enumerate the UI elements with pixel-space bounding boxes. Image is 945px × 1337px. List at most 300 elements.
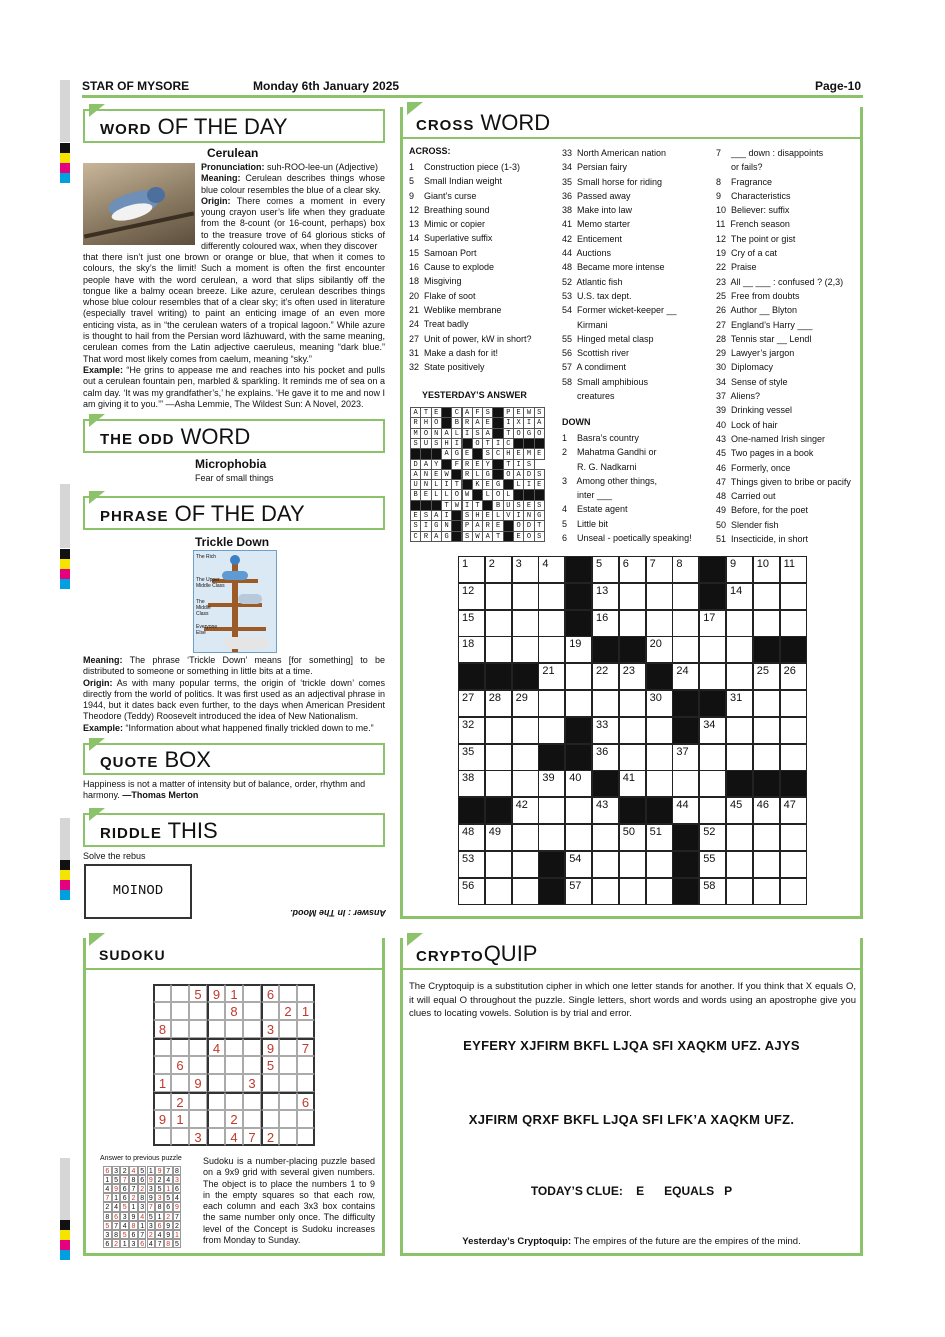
- clue-line: 12 The point or gist: [716, 233, 796, 244]
- crossword-cell[interactable]: [538, 717, 565, 744]
- crossword-cell[interactable]: [565, 770, 592, 797]
- crossword-cell[interactable]: [780, 824, 807, 851]
- sudoku-given: 4: [207, 1038, 225, 1056]
- crossword-cell[interactable]: [512, 610, 539, 637]
- clue-number: 3: [515, 558, 522, 570]
- clue-line: 19 Cry of a cat: [716, 248, 778, 259]
- crossword-cell[interactable]: [699, 636, 726, 663]
- crossword-cell[interactable]: [592, 824, 619, 851]
- answer-cell: I: [441, 479, 452, 490]
- crossword-cell[interactable]: [458, 878, 485, 905]
- sudoku-cell[interactable]: [297, 1056, 315, 1074]
- sudoku-cell[interactable]: [171, 1002, 189, 1020]
- clue-line: 48 Became more intense: [562, 262, 665, 273]
- crossword-cell[interactable]: [485, 583, 512, 610]
- sudoku-cell[interactable]: [279, 1056, 297, 1074]
- clue-number: 55: [703, 852, 716, 865]
- clue-line: 41 Memo starter: [562, 219, 631, 230]
- answer-cell: E: [482, 510, 493, 521]
- down-label: DOWN: [562, 417, 591, 427]
- cryptoquip-instructions: The Cryptoquip is a substitution cipher in which one letter stands for another. If you think that X equals O, it will equal O throughout the puzzle. Single letters, short words and words using an apostrophe give you clues to locating vowels. Solution is by trial and error.: [409, 981, 856, 1019]
- sudoku-cell[interactable]: [153, 984, 171, 1002]
- sudoku-cell[interactable]: [279, 1110, 297, 1128]
- crossword-cell[interactable]: [512, 851, 539, 878]
- crossword-cell[interactable]: [699, 770, 726, 797]
- crossword-cell[interactable]: [753, 851, 780, 878]
- crossword-cell[interactable]: [646, 636, 673, 663]
- answer-cell: H: [441, 438, 452, 449]
- sudoku-cell[interactable]: [261, 1092, 279, 1110]
- answer-cell: E: [513, 531, 524, 542]
- clue-number: 5: [596, 558, 603, 570]
- crossword-cell[interactable]: [512, 744, 539, 771]
- crossword-cell[interactable]: [565, 690, 592, 717]
- sudoku-cell[interactable]: [171, 1128, 189, 1146]
- crossword-cell[interactable]: [512, 770, 539, 797]
- crossword-cell[interactable]: [780, 717, 807, 744]
- answer-cell: M: [410, 428, 421, 439]
- sudoku-cell[interactable]: [279, 1092, 297, 1110]
- crossword-cell[interactable]: [538, 663, 565, 690]
- clue-line: 27 England’s Harry ___: [716, 319, 813, 330]
- sudoku-cell[interactable]: [243, 984, 261, 1002]
- sudoku-cell[interactable]: [153, 1056, 171, 1074]
- clue-line: 21 Weblike membrane: [409, 304, 502, 315]
- previous-answer-cell: 9: [164, 1230, 173, 1239]
- crossword-cell[interactable]: [646, 851, 673, 878]
- sudoku-cell[interactable]: [225, 1038, 243, 1056]
- sudoku-cell[interactable]: [189, 1020, 207, 1038]
- crossword-cell[interactable]: [538, 824, 565, 851]
- crossword-cell[interactable]: [538, 797, 565, 824]
- sudoku-cell[interactable]: [243, 1056, 261, 1074]
- answer-cell: I: [523, 417, 534, 428]
- crossword-cell[interactable]: [485, 824, 512, 851]
- crossword-cell[interactable]: [538, 610, 565, 637]
- sudoku-cell[interactable]: [189, 1038, 207, 1056]
- sudoku-cell[interactable]: [153, 1038, 171, 1056]
- sudoku-cell[interactable]: [153, 1128, 171, 1146]
- crossword-cell[interactable]: [672, 610, 699, 637]
- crossword-cell[interactable]: [485, 851, 512, 878]
- riddle-prompt: Solve the rebus: [83, 851, 146, 861]
- crossword-cell[interactable]: [753, 797, 780, 824]
- crossword-cell[interactable]: [538, 770, 565, 797]
- crossword-cell[interactable]: [512, 690, 539, 717]
- crossword-cell[interactable]: [726, 744, 753, 771]
- sudoku-cell[interactable]: [207, 1020, 225, 1038]
- sudoku-given: 2: [225, 1110, 243, 1128]
- crossword-cell[interactable]: [699, 610, 726, 637]
- crossword-cell[interactable]: [753, 824, 780, 851]
- color-registration-marks: [60, 549, 70, 589]
- sudoku-cell[interactable]: [261, 1002, 279, 1020]
- sudoku-cell[interactable]: [207, 1110, 225, 1128]
- crossword-cell[interactable]: [780, 744, 807, 771]
- sudoku-cell[interactable]: [171, 984, 189, 1002]
- crossword-block: [538, 851, 565, 878]
- sudoku-title: SUDOKU: [99, 947, 166, 963]
- previous-answer-cell: 4: [103, 1184, 112, 1193]
- previous-answer-cell: 6: [138, 1239, 147, 1248]
- sudoku-cell[interactable]: [207, 1002, 225, 1020]
- sudoku-cell[interactable]: [297, 1128, 315, 1146]
- cryptoquip-yesterday: Yesterday’s Cryptoquip: The empires of the future are the empires of the mind.: [462, 1236, 801, 1247]
- crossword-cell[interactable]: [458, 717, 485, 744]
- sudoku-cell[interactable]: [297, 1110, 315, 1128]
- sudoku-cell[interactable]: [207, 1074, 225, 1092]
- answer-cell: S: [420, 510, 431, 521]
- crossword-cell[interactable]: [619, 878, 646, 905]
- crossword-cell[interactable]: [538, 583, 565, 610]
- answer-cell: N: [441, 520, 452, 531]
- clue-line: 58 Small amphibious: [562, 376, 649, 387]
- crossword-cell[interactable]: [592, 556, 619, 583]
- answer-cell: A: [462, 407, 473, 418]
- crossword-cell[interactable]: [699, 797, 726, 824]
- answer-cell: E: [410, 510, 421, 521]
- clue-number: 56: [462, 879, 475, 892]
- crossword-cell[interactable]: [780, 663, 807, 690]
- crossword-cell[interactable]: [592, 610, 619, 637]
- clue-line: R. G. Nadkarni: [562, 461, 637, 472]
- answer-cell: L: [431, 479, 442, 490]
- previous-answer-cell: 3: [138, 1202, 147, 1211]
- crossword-cell[interactable]: [485, 690, 512, 717]
- crossword-cell[interactable]: [753, 878, 780, 905]
- down-clues-1: [562, 431, 692, 545]
- crossword-cell[interactable]: [619, 717, 646, 744]
- crossword-block: [646, 797, 673, 824]
- crossword-cell[interactable]: [699, 824, 726, 851]
- crossword-cell[interactable]: [753, 690, 780, 717]
- crossword-cell[interactable]: [672, 636, 699, 663]
- clue-number: 16: [596, 611, 609, 624]
- previous-answer-cell: 8: [103, 1212, 112, 1221]
- crossword-cell[interactable]: [458, 744, 485, 771]
- crossword-cell[interactable]: [646, 583, 673, 610]
- crossword-cell[interactable]: [646, 690, 673, 717]
- answer-cell: Y: [431, 459, 442, 470]
- previous-answer-cell: 4: [147, 1239, 156, 1248]
- sudoku-cell[interactable]: [189, 1092, 207, 1110]
- crossword-cell[interactable]: [458, 583, 485, 610]
- clue-number: 38: [462, 772, 475, 785]
- previous-answer-cell: 6: [120, 1193, 129, 1202]
- crossword-cell[interactable]: [672, 583, 699, 610]
- previous-answer-cell: 5: [120, 1202, 129, 1211]
- sudoku-cell[interactable]: [153, 1092, 171, 1110]
- crossword-cell[interactable]: [565, 636, 592, 663]
- answer-cell: S: [534, 531, 545, 542]
- crossword-cell[interactable]: [619, 824, 646, 851]
- sudoku-cell[interactable]: [189, 1002, 207, 1020]
- crossword-cell[interactable]: [619, 851, 646, 878]
- answer-cell: A: [431, 531, 442, 542]
- clue-line: 5 Little bit: [562, 518, 609, 529]
- answer-cell: P: [503, 407, 514, 418]
- clue-line: 51 Insecticide, in short: [716, 534, 809, 545]
- sudoku-cell[interactable]: [207, 1056, 225, 1074]
- crossword-cell[interactable]: [646, 744, 673, 771]
- phrase-title: PHRASE OF THE DAY: [100, 501, 305, 526]
- crossword-cell[interactable]: [458, 824, 485, 851]
- crossword-cell[interactable]: [458, 690, 485, 717]
- sudoku-cell[interactable]: [243, 1038, 261, 1056]
- sudoku-cell[interactable]: [243, 1092, 261, 1110]
- clue-number: 52: [703, 826, 716, 838]
- crossword-cell[interactable]: [565, 824, 592, 851]
- previous-answer-cell: 6: [138, 1175, 147, 1184]
- clue-line: 15 Samoan Port: [409, 247, 477, 258]
- answer-cell: F: [472, 407, 483, 418]
- sudoku-cell[interactable]: [171, 1038, 189, 1056]
- answer-cell: O: [451, 489, 462, 500]
- crossword-cell[interactable]: [485, 770, 512, 797]
- cryptoquip-title: CRYPTOQUIP: [416, 941, 538, 966]
- crossword-cell[interactable]: [512, 878, 539, 905]
- crossword-cell[interactable]: [458, 851, 485, 878]
- crossword-cell[interactable]: [753, 717, 780, 744]
- answer-cell: R: [462, 469, 473, 480]
- previous-answer-cell: 7: [129, 1184, 138, 1193]
- crossword-cell[interactable]: [646, 717, 673, 744]
- crossword-cell[interactable]: [753, 583, 780, 610]
- word-of-day-title: WORD OF THE DAY: [100, 114, 288, 139]
- crossword-cell[interactable]: [592, 663, 619, 690]
- page-number: Page-10: [815, 79, 862, 93]
- crossword-cell[interactable]: [780, 690, 807, 717]
- clue-number: 39: [542, 772, 555, 785]
- previous-answer-cell: 3: [120, 1212, 129, 1221]
- sudoku-cell[interactable]: [243, 1110, 261, 1128]
- answer-cell: L: [482, 489, 493, 500]
- crossword-cell[interactable]: [619, 583, 646, 610]
- header-rule: [82, 95, 863, 98]
- crossword-cell[interactable]: [753, 744, 780, 771]
- crossword-cell[interactable]: [458, 556, 485, 583]
- clue-line: 9 Characteristics: [716, 190, 791, 201]
- crossword-cell[interactable]: [672, 797, 699, 824]
- crossword-cell[interactable]: [619, 690, 646, 717]
- sudoku-cell[interactable]: [297, 1074, 315, 1092]
- crossword-cell[interactable]: [538, 636, 565, 663]
- crossword-cell[interactable]: [726, 610, 753, 637]
- clue-line: 57 A condiment: [562, 362, 627, 373]
- clue-number: 49: [488, 826, 502, 838]
- answer-cell: A: [441, 428, 452, 439]
- sudoku-cell[interactable]: [261, 1110, 279, 1128]
- sudoku-cell[interactable]: [279, 984, 297, 1002]
- crossword-cell[interactable]: [619, 770, 646, 797]
- crossword-cell[interactable]: [512, 636, 539, 663]
- clue-number: 29: [515, 692, 528, 704]
- crossword-cell[interactable]: [512, 556, 539, 583]
- clue-line: 44 Auctions: [562, 248, 612, 259]
- crossword-cell[interactable]: [699, 851, 726, 878]
- sudoku-cell[interactable]: [279, 1074, 297, 1092]
- crossword-cell[interactable]: [780, 878, 807, 905]
- crossword-cell[interactable]: [646, 824, 673, 851]
- crossword-cell[interactable]: [619, 556, 646, 583]
- crossword-cell[interactable]: [485, 878, 512, 905]
- sudoku-given: 9: [153, 1110, 171, 1128]
- crossword-cell[interactable]: [458, 770, 485, 797]
- sudoku-cell[interactable]: [261, 1074, 279, 1092]
- odd-word-meaning: Fear of small things: [195, 473, 274, 483]
- crossword-block: [538, 878, 565, 905]
- crossword-cell[interactable]: [672, 663, 699, 690]
- sudoku-cell[interactable]: [207, 1092, 225, 1110]
- answer-cell: W: [523, 407, 534, 418]
- crossword-cell[interactable]: [592, 717, 619, 744]
- crossword-cell[interactable]: [753, 663, 780, 690]
- clue-number: 4: [542, 558, 549, 570]
- sudoku-cell[interactable]: [279, 1128, 297, 1146]
- crossword-block: [753, 770, 780, 797]
- crossword-cell[interactable]: [726, 797, 753, 824]
- crossword-cell[interactable]: [646, 770, 673, 797]
- clue-line: 20 Flake of soot: [409, 290, 476, 301]
- crossword-cell[interactable]: [619, 663, 646, 690]
- crossword-cell[interactable]: [485, 610, 512, 637]
- clue-line: 55 Hinged metal clasp: [562, 333, 654, 344]
- crossword-cell[interactable]: [726, 878, 753, 905]
- sudoku-given: 2: [171, 1092, 189, 1110]
- sudoku-cell[interactable]: [243, 1002, 261, 1020]
- crossword-cell[interactable]: [780, 851, 807, 878]
- crossword-cell[interactable]: [646, 556, 673, 583]
- answer-cell: E: [482, 417, 493, 428]
- sudoku-cell[interactable]: [243, 1020, 261, 1038]
- sudoku-given: 1: [297, 1002, 315, 1020]
- answer-cell: A: [420, 459, 431, 470]
- sudoku-given: 6: [171, 1056, 189, 1074]
- crossword-cell[interactable]: [592, 797, 619, 824]
- sudoku-cell[interactable]: [189, 1056, 207, 1074]
- crossword-cell[interactable]: [672, 744, 699, 771]
- crossword-cell[interactable]: [538, 556, 565, 583]
- crossword-cell[interactable]: [699, 878, 726, 905]
- crossword-cell[interactable]: [699, 744, 726, 771]
- crossword-cell[interactable]: [726, 851, 753, 878]
- clue-number: 35: [462, 745, 475, 758]
- crossword-cell[interactable]: [699, 717, 726, 744]
- crossword-cell[interactable]: [726, 583, 753, 610]
- answer-cell: B: [410, 489, 421, 500]
- clue-number: 18: [462, 638, 475, 651]
- crossword-cell[interactable]: [726, 824, 753, 851]
- sudoku-cell[interactable]: [153, 1002, 171, 1020]
- crossword-cell[interactable]: [726, 663, 753, 690]
- crossword-cell[interactable]: [780, 610, 807, 637]
- sudoku-cell[interactable]: [225, 1092, 243, 1110]
- crossword-block: [619, 797, 646, 824]
- sudoku-cell[interactable]: [171, 1074, 189, 1092]
- answer-cell: H: [472, 510, 483, 521]
- sudoku-cell[interactable]: [225, 1056, 243, 1074]
- sudoku-cell[interactable]: [297, 984, 315, 1002]
- sudoku-cell[interactable]: [225, 1074, 243, 1092]
- previous-answer-cell: 1: [173, 1230, 182, 1239]
- crossword-block: [753, 636, 780, 663]
- sudoku-cell[interactable]: [189, 1110, 207, 1128]
- crossword-cell[interactable]: [726, 690, 753, 717]
- clue-number: 8: [676, 558, 683, 570]
- answer-cell: S: [472, 428, 483, 439]
- crossword-cell[interactable]: [726, 556, 753, 583]
- crossword-cell[interactable]: [619, 744, 646, 771]
- crossword-cell[interactable]: [485, 744, 512, 771]
- crossword-cell[interactable]: [672, 556, 699, 583]
- sudoku-cell[interactable]: [279, 1038, 297, 1056]
- crossword-cell[interactable]: [485, 556, 512, 583]
- previous-answer-cell: 3: [129, 1239, 138, 1248]
- previous-answer-cell: 6: [129, 1230, 138, 1239]
- previous-answer-cell: 7: [112, 1221, 121, 1230]
- sudoku-cell[interactable]: [171, 1020, 189, 1038]
- crossword-cell[interactable]: [726, 717, 753, 744]
- answer-cell: S: [534, 500, 545, 511]
- sudoku-cell[interactable]: [297, 1020, 315, 1038]
- crossword-cell[interactable]: [753, 556, 780, 583]
- crossword-cell[interactable]: [592, 878, 619, 905]
- crossword-cell[interactable]: [726, 636, 753, 663]
- crossword-cell[interactable]: [592, 690, 619, 717]
- crossword-cell[interactable]: [780, 583, 807, 610]
- crossword-cell[interactable]: [753, 610, 780, 637]
- crossword-cell[interactable]: [646, 610, 673, 637]
- crossword-block: [485, 797, 512, 824]
- crossword-cell[interactable]: [512, 583, 539, 610]
- crossword-cell[interactable]: [538, 690, 565, 717]
- previous-answer-cell: 9: [147, 1193, 156, 1202]
- crossword-cell[interactable]: [512, 717, 539, 744]
- clue-line: 6 Unseal - poetically speaking!: [562, 533, 692, 544]
- crossword-cell[interactable]: [565, 663, 592, 690]
- crossword-cell[interactable]: [512, 824, 539, 851]
- crossword-cell[interactable]: [458, 636, 485, 663]
- clue-number: 2: [488, 558, 495, 570]
- answer-cell: T: [420, 407, 431, 418]
- answer-cell: L: [472, 469, 483, 480]
- clue-number: 1: [462, 558, 469, 570]
- previous-answer-cell: 7: [120, 1175, 129, 1184]
- crossword-cell[interactable]: [512, 797, 539, 824]
- crossword-cell[interactable]: [672, 770, 699, 797]
- crossword-cell[interactable]: [592, 744, 619, 771]
- sudoku-cell[interactable]: [225, 1020, 243, 1038]
- crossword-cell[interactable]: [565, 797, 592, 824]
- crossword-cell[interactable]: [485, 717, 512, 744]
- clue-line: 39 Drinking vessel: [716, 405, 793, 416]
- crossword-cell[interactable]: [619, 610, 646, 637]
- crossword-cell[interactable]: [699, 663, 726, 690]
- crossword-block: [646, 663, 673, 690]
- crossword-cell[interactable]: [780, 797, 807, 824]
- crossword-cell[interactable]: [646, 878, 673, 905]
- crossword-cell[interactable]: [780, 556, 807, 583]
- crossword-cell[interactable]: [458, 610, 485, 637]
- sudoku-cell[interactable]: [279, 1020, 297, 1038]
- sudoku-cell[interactable]: [207, 1128, 225, 1146]
- clue-number: 45: [730, 799, 743, 812]
- crossword-cell[interactable]: [592, 583, 619, 610]
- crossword-cell[interactable]: [565, 851, 592, 878]
- crossword-cell[interactable]: [592, 851, 619, 878]
- crossword-cell[interactable]: [565, 878, 592, 905]
- crossword-cell[interactable]: [485, 636, 512, 663]
